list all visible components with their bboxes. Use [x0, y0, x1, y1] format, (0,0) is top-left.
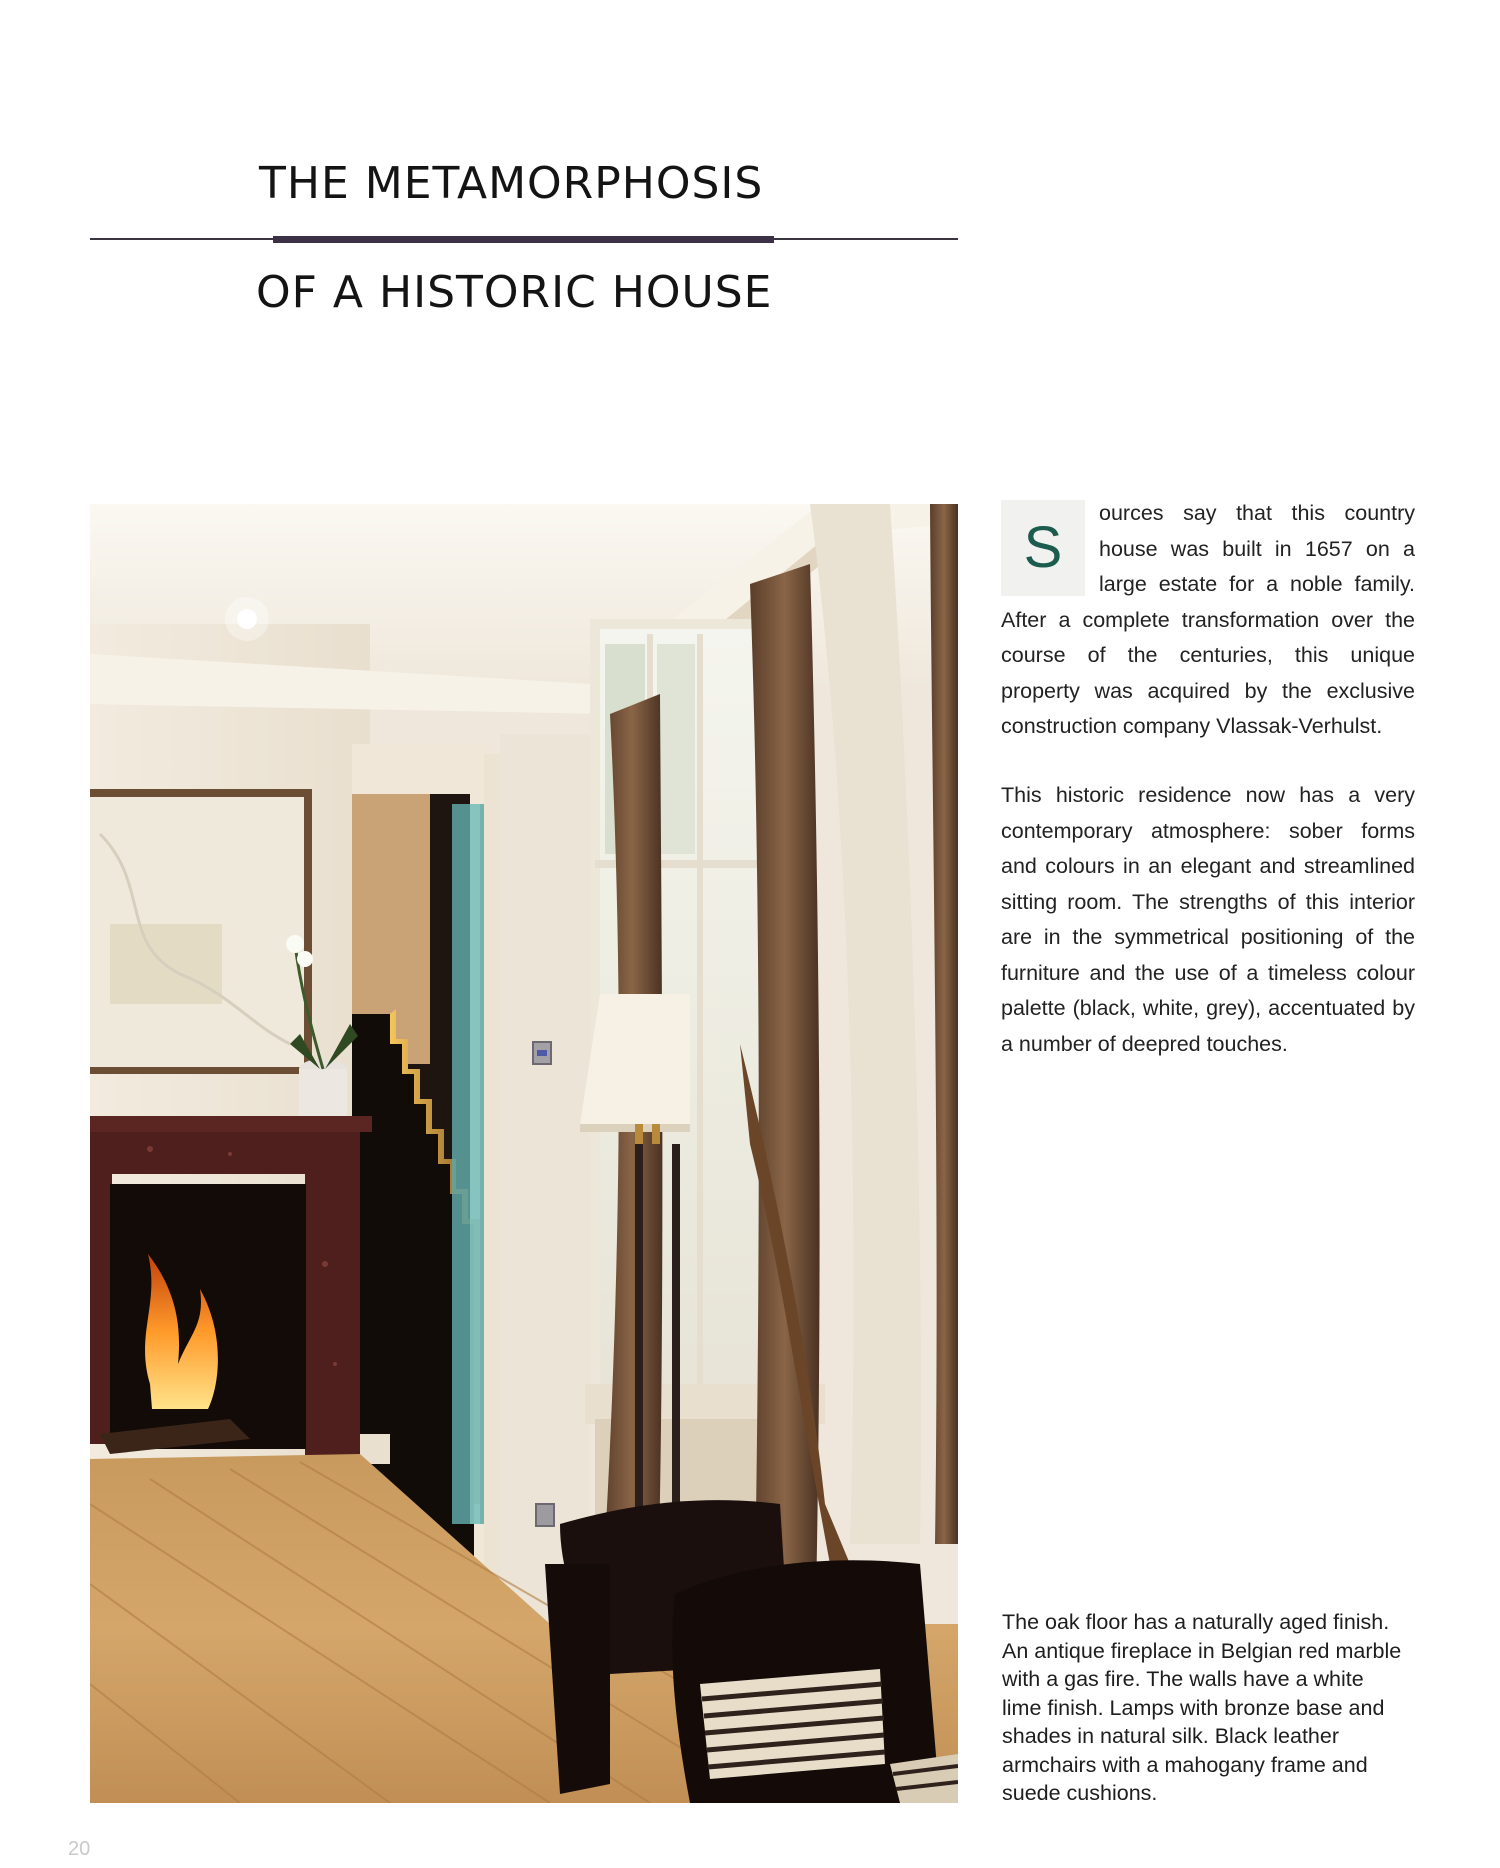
- page-number: 20: [68, 1838, 91, 1860]
- photo-caption: The oak floor has a naturally aged finish. An antique fireplace in Belgian red marble with a gas fire. The walls have a white lime finish. Lamps with bronze base and shades in natural silk. Black leather armchairs with a mahogany frame and suede cushions.: [1002, 1610, 1402, 1805]
- title-line-1: THE METAMORPHOSIS: [259, 158, 764, 209]
- drop-cap: S: [1001, 500, 1085, 596]
- interior-photo: [90, 504, 958, 1803]
- title-line-2: OF A HISTORIC HOUSE: [256, 267, 773, 318]
- intro-paragraph-1: [1001, 496, 1415, 745]
- intro-paragraph-1-text: ources say that this country house was built in 1657 on a large estate for a noble family. After a complete transformation over the course of the centuries, this unique property was acquired by the exclusive construction company Vlassak-Verhulst.: [1001, 501, 1415, 738]
- intro-paragraph-2: This historic residence now has a very contemporary atmosphere: sober forms and colours in an elegant and streamlined sitting room. The strengths of this interior are in the symmetrical positioning of the furniture and the use of a timeless colour palette (black, white, grey), accentuated by a number of deepred touches.: [1001, 783, 1415, 1056]
- title-divider-thick: [273, 236, 774, 243]
